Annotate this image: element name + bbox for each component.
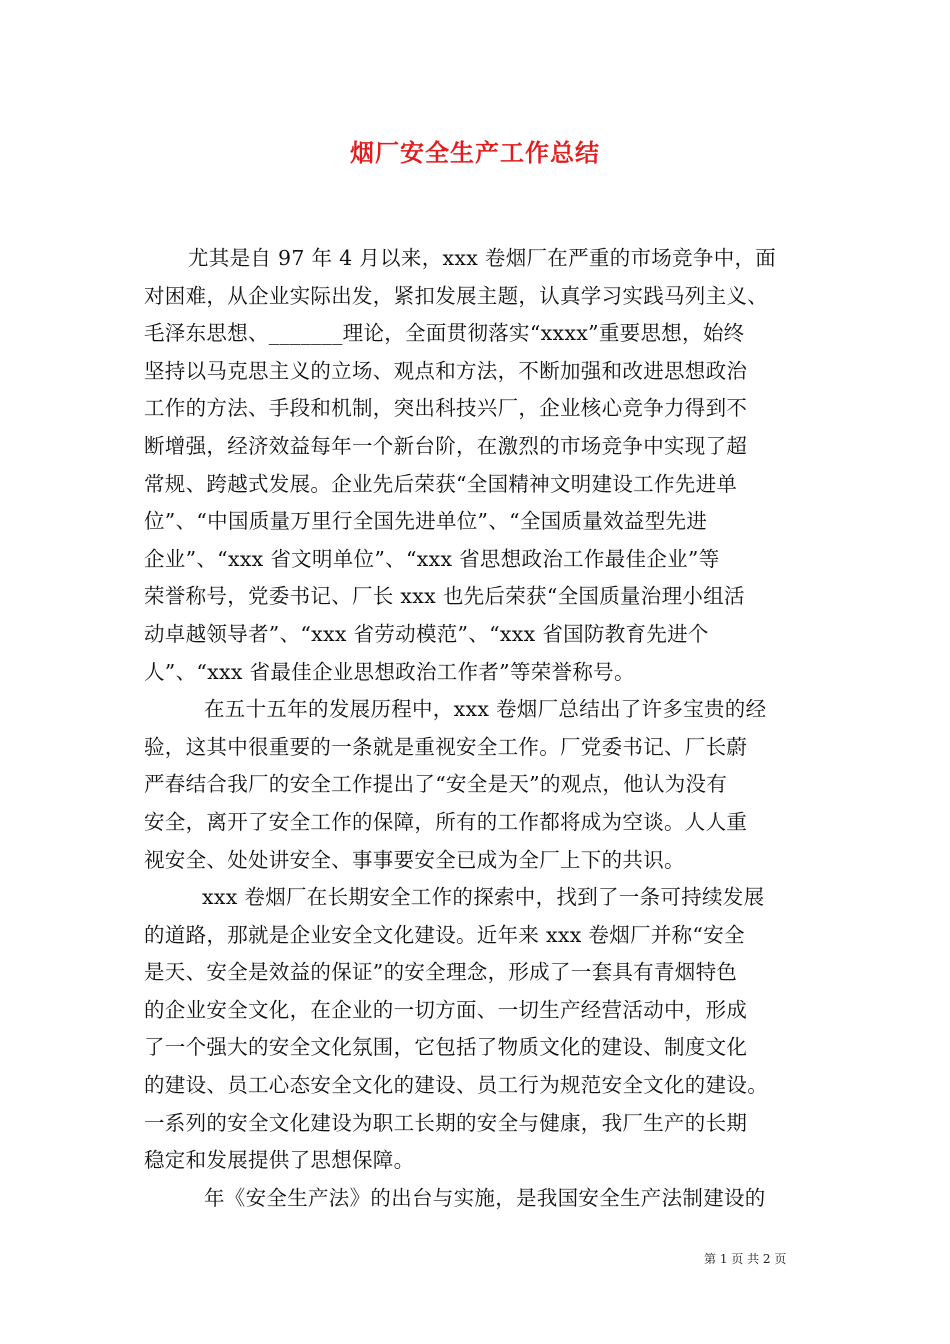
text-line: 断增强，经济效益每年一个新台阶，在激烈的市场竞争中实现了超 — [144, 433, 748, 458]
text-line: 企业”、“xxx 省文明单位”、“xxx 省思想政治工作最佳企业”等 — [144, 546, 720, 571]
text-line: 动卓越领导者”、“xxx 省劳动模范”、“xxx 省国防教育先进个 — [144, 621, 709, 646]
text-line: 的企业安全文化，在企业的一切方面、一切生产经营活动中，形成 — [144, 997, 748, 1022]
text-line: 了一个强大的安全文化氛围，它包括了物质文化的建设、制度文化 — [144, 1035, 748, 1060]
text-line: 安全，离开了安全工作的保障，所有的工作都将成为空谈。人人重 — [144, 809, 748, 834]
text-line: 尤其是自 97 年 4 月以来，xxx 卷烟厂在严重的市场竞争中，面 — [188, 246, 777, 270]
text-line: 年《安全生产法》的出台与实施，是我国安全生产法制建设的 — [204, 1185, 766, 1210]
text-line: 在五十五年的发展历程中，xxx 卷烟厂总结出了许多宝贵的经 — [204, 697, 767, 722]
text-line: 人”、“xxx 省最佳企业思想政治工作者”等荣誉称号。 — [144, 659, 635, 684]
text-line: 视安全、处处讲安全、事事要安全已成为全厂上下的共识。 — [144, 847, 685, 872]
text-line: 常规、跨越式发展。企业先后荣获“全国精神文明建设工作先进单 — [144, 471, 738, 496]
text-line: 的道路，那就是企业安全文化建设。近年来 xxx 卷烟厂并称“安全 — [144, 922, 745, 947]
text-line: 坚持以马克思主义的立场、观点和方法，不断加强和改进思想政治 — [144, 358, 748, 383]
text-line: xxx 卷烟厂在长期安全工作的探索中，找到了一条可持续发展 — [202, 885, 765, 910]
text-line: 是天、安全是效益的保证”的安全理念，形成了一套具有青烟特色 — [144, 960, 738, 985]
text-line: 对困难，从企业实际出发，紧扣发展主题，认真学习实践马列主义、 — [144, 283, 768, 308]
text-line: 一系列的安全文化建设为职工长期的安全与健康，我厂生产的长期 — [144, 1110, 748, 1135]
text-line: 稳定和发展提供了思想保障。 — [144, 1148, 415, 1173]
page-number: 第 1 页 共 2 页 — [704, 1252, 787, 1266]
text-line: 荣誉称号，党委书记、厂长 xxx 也先后荣获“全国质量治理小组活 — [144, 584, 745, 609]
text-line: 位”、“中国质量万里行全国先进单位”、“全国质量效益型先进 — [144, 509, 708, 534]
text-line: 毛泽东思想、_______理论，全面贯彻落实“xxxx”重要思想，始终 — [144, 321, 745, 346]
text-line: 严春结合我厂的安全工作提出了“安全是天”的观点，他认为没有 — [144, 772, 728, 797]
text-line: 工作的方法、手段和机制，突出科技兴厂，企业核心竞争力得到不 — [144, 396, 748, 421]
text-line: 的建设、员工心态安全文化的建设、员工行为规范安全文化的建设。 — [144, 1073, 768, 1098]
text-line: 验，这其中很重要的一条就是重视安全工作。厂党委书记、厂长蔚 — [144, 734, 748, 759]
document-title: 烟厂安全生产工作总结 — [350, 138, 600, 167]
document-body — [144, 240, 816, 1217]
